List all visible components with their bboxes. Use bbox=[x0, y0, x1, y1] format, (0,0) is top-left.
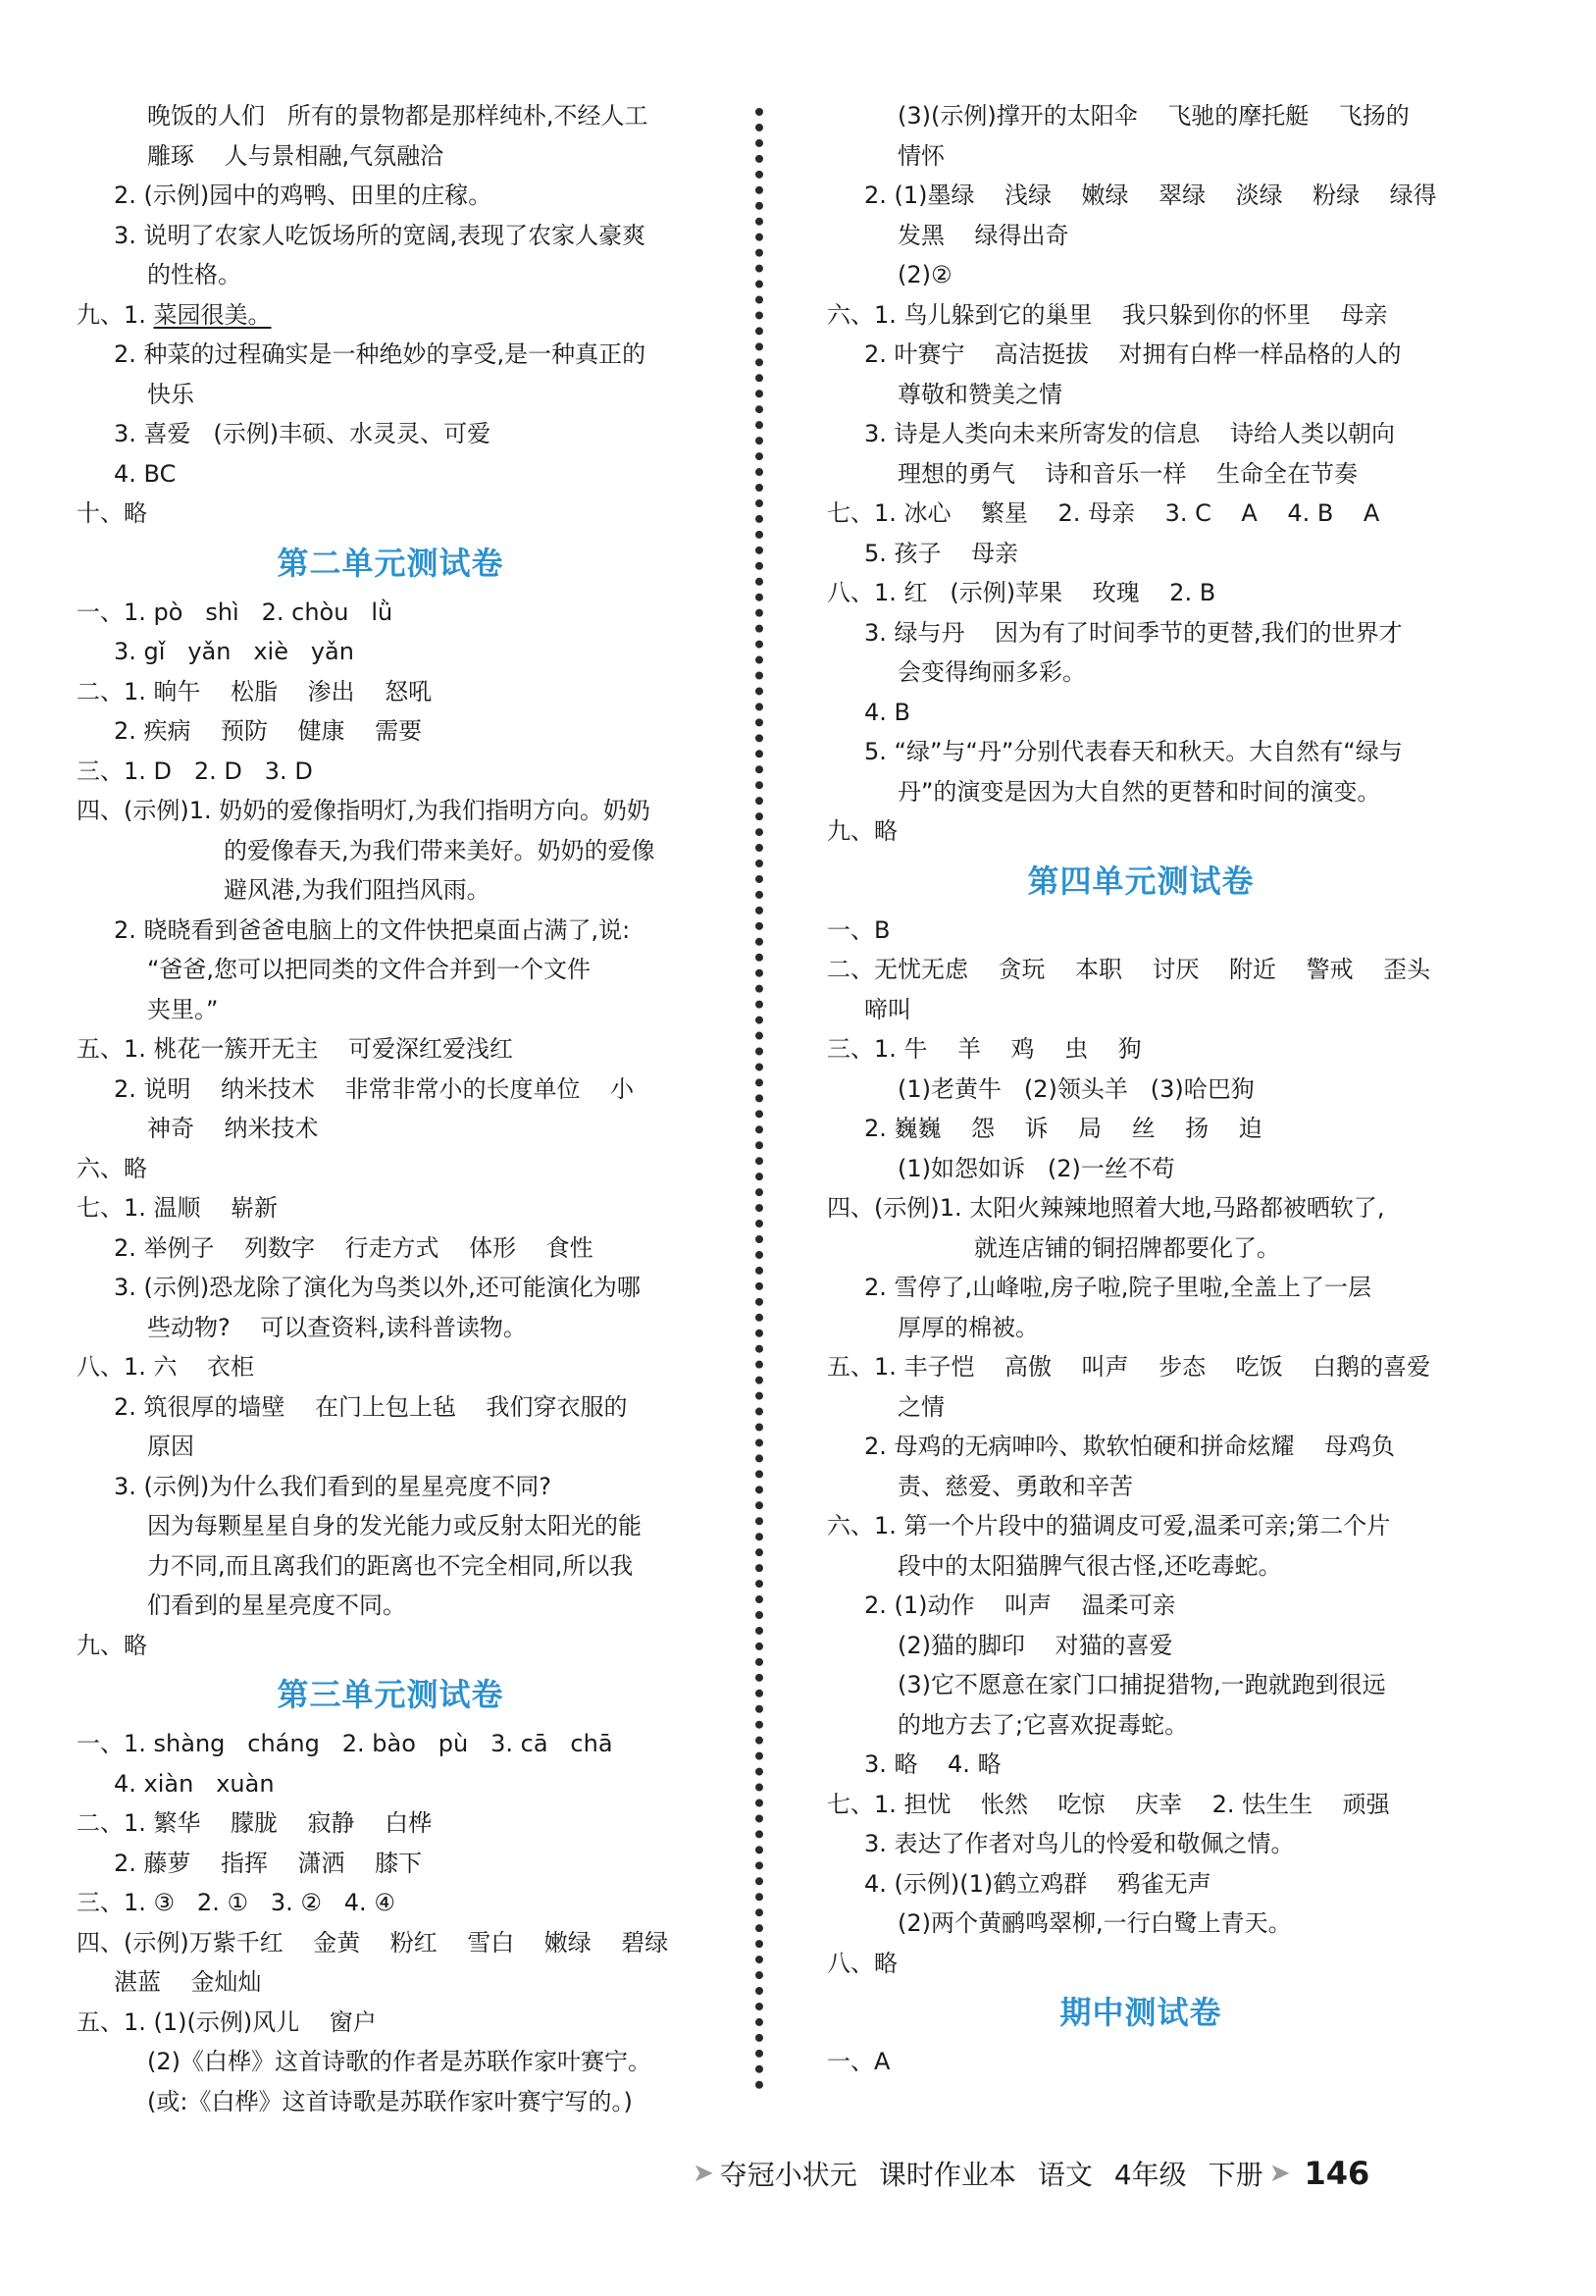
answer-line: (3)(示例)撑开的太阳伞 飞驰的摩托艇 飞扬的 bbox=[898, 102, 1410, 130]
answer-line: 二、1. 晌午 松脂 渗出 怒吼 bbox=[77, 677, 433, 705]
section-heading: 第四单元测试卷 bbox=[1027, 861, 1255, 900]
answer-line: 厚厚的棉被。 bbox=[898, 1313, 1039, 1341]
answer-line: 快乐 bbox=[147, 380, 194, 408]
answer-line: 二、1. 繁华 朦胧 寂静 白桦 bbox=[77, 1809, 433, 1837]
answer-line: (2)猫的脚印 对猫的喜爱 bbox=[898, 1631, 1173, 1659]
answer-line: 2. 举例子 列数字 行走方式 体形 食性 bbox=[114, 1233, 593, 1262]
answer-line: 2. 叶赛宁 高洁挺拔 对拥有白桦一样品格的人的 bbox=[864, 340, 1402, 368]
answer-line: 3. 诗是人类向未来所寄发的信息 诗给人类以朝向 bbox=[864, 420, 1396, 447]
answer-line: 八、1. 红 (示例)苹果 玫瑰 2. B bbox=[827, 579, 1216, 606]
answer-line: 十、略 bbox=[77, 499, 147, 527]
footer-brand: 夺冠小状元 bbox=[719, 2159, 857, 2191]
answer-line: 情怀 bbox=[898, 141, 945, 170]
footer-grade: 4年级 bbox=[1113, 2159, 1187, 2191]
answer-line: (1)老黄牛 (2)领头羊 (3)哈巴狗 bbox=[898, 1074, 1255, 1103]
answer-line: 夹里。” bbox=[147, 995, 219, 1023]
answer-line: 一、1. pò shì 2. chòu lǜ bbox=[77, 598, 393, 626]
answer-line: (2)《白桦》这首诗歌的作者是苏联作家叶赛宁。 bbox=[147, 2048, 651, 2075]
answer-line: 就连店铺的铜招牌都要化了。 bbox=[974, 1233, 1280, 1262]
answer-line: 八、1. 六 衣柜 bbox=[77, 1353, 255, 1381]
answer-line: 五、1. 桃花一簇开无主 可爱深红爱浅红 bbox=[77, 1035, 514, 1063]
answer-line: 2. 藤萝 指挥 潇洒 膝下 bbox=[114, 1849, 423, 1877]
answer-line: 3. 表达了作者对鸟儿的怜爱和敬佩之情。 bbox=[864, 1830, 1295, 1857]
answer-line-prefix: 九、1. bbox=[77, 300, 154, 329]
answer-line: 六、1. 第一个片段中的猫调皮可爱,温柔可亲;第二个片 bbox=[827, 1512, 1391, 1539]
answer-line: 二、无忧无虑 贪玩 本职 讨厌 附近 警戒 歪头 bbox=[827, 956, 1431, 983]
answer-line: 的爱像春天,为我们带来美好。奶奶的爱像 bbox=[224, 836, 655, 864]
answer-line: 3. 喜爱 (示例)丰硕、水灵灵、可爱 bbox=[114, 420, 491, 447]
chevron-right-icon: ➤ bbox=[1268, 2159, 1291, 2188]
answer-line: 发黑 绿得出奇 bbox=[898, 221, 1069, 249]
answer-line: 四、(示例)1. 太阳火辣辣地照着大地,马路都被晒软了, bbox=[827, 1194, 1385, 1222]
answer-line: “爸爸,您可以把同类的文件合并到一个文件 bbox=[147, 956, 592, 983]
answer-line: 2. 母鸡的无病呻吟、欺软怕硬和拼命炫耀 母鸡负 bbox=[864, 1433, 1396, 1460]
answer-line: (2)② bbox=[898, 261, 952, 288]
answer-line: 段中的太阳猫脾气很古怪,还吃毒蛇。 bbox=[898, 1551, 1282, 1580]
answer-line: 三、1. 牛 羊 鸡 虫 狗 bbox=[827, 1035, 1142, 1063]
answer-line: 六、1. 鸟儿躲到它的巢里 我只躲到你的怀里 母亲 bbox=[827, 300, 1388, 329]
answer-line: 九、略 bbox=[827, 817, 898, 845]
answer-line: 2. 说明 纳米技术 非常非常小的长度单位 小 bbox=[114, 1074, 635, 1103]
page-number: 146 bbox=[1304, 2155, 1370, 2192]
answer-line: 2. (1)墨绿 浅绿 嫩绿 翠绿 淡绿 粉绿 绿得 bbox=[864, 182, 1437, 209]
chevron-right-icon: ➤ bbox=[693, 2159, 714, 2188]
answer-line: 一、B bbox=[827, 915, 891, 944]
answer-line: (3)它不愿意在家门口捕捉猎物,一跑就跑到很远 bbox=[898, 1671, 1386, 1698]
page-footer bbox=[687, 2152, 1369, 2195]
answer-line: 雕琢 人与景相融,气氛融洽 bbox=[147, 141, 444, 170]
answer-line: 2. 种菜的过程确实是一种绝妙的享受,是一种真正的 bbox=[114, 340, 646, 368]
answer-line: 2. 雪停了,山峰啦,房子啦,院子里啦,全盖上了一层 bbox=[864, 1274, 1372, 1301]
answer-line: 一、1. shàng cháng 2. bào pù 3. cā chā bbox=[77, 1730, 613, 1757]
answer-line: 4. (示例)(1)鹤立鸡群 鸦雀无声 bbox=[864, 1869, 1211, 1898]
answer-line: 原因 bbox=[147, 1433, 194, 1460]
footer-volume: 下册 bbox=[1208, 2159, 1263, 2191]
answer-line: 责、慈爱、勇敢和辛苦 bbox=[898, 1472, 1133, 1500]
answer-line: 4. BC bbox=[114, 459, 177, 488]
answer-line: 啼叫 bbox=[864, 995, 911, 1023]
answer-line: 神奇 纳米技术 bbox=[147, 1115, 319, 1142]
answer-line: 4. xiàn xuàn bbox=[114, 1769, 275, 1798]
underlined-answer: 菜园很美。 bbox=[153, 300, 272, 329]
answer-line: (2)两个黄鹂鸣翠柳,一行白鹭上青天。 bbox=[898, 1909, 1292, 1937]
answer-line: 些动物? 可以查资料,读科普读物。 bbox=[147, 1313, 527, 1341]
answer-line: 八、略 bbox=[827, 1949, 898, 1977]
answer-line: 会变得绚丽多彩。 bbox=[898, 658, 1086, 686]
answer-line: 四、(示例)1. 奶奶的爱像指明灯,为我们指明方向。奶奶 bbox=[77, 797, 650, 824]
answer-line: (1)如怨如诉 (2)一丝不苟 bbox=[898, 1154, 1175, 1182]
answer-line: 3. 绿与丹 因为有了时间季节的更替,我们的世界才 bbox=[864, 618, 1403, 647]
answer-line: 2. (示例)园中的鸡鸭、田里的庄稼。 bbox=[114, 182, 492, 209]
section-heading: 第三单元测试卷 bbox=[277, 1676, 504, 1713]
answer-line: 2. 巍巍 怨 诉 局 丝 扬 迫 bbox=[864, 1115, 1262, 1142]
answer-line: 3. gǐ yǎn xiè yǎn bbox=[114, 638, 354, 665]
answer-line: 湛蓝 金灿灿 bbox=[114, 1968, 262, 1996]
answer-line: 尊敬和赞美之情 bbox=[898, 380, 1062, 408]
section-heading: 期中测试卷 bbox=[1059, 1994, 1222, 2031]
answer-line: 力不同,而且离我们的距离也不完全相同,所以我 bbox=[147, 1551, 634, 1580]
answer-line: 之情 bbox=[898, 1392, 945, 1421]
answer-line: 3. (示例)恐龙除了演化为鸟类以外,还可能演化为哪 bbox=[114, 1274, 641, 1301]
answer-line: 四、(示例)万紫千红 金黄 粉红 雪白 嫩绿 碧绿 bbox=[77, 1928, 669, 1957]
answer-line: 丹”的演变是因为大自然的更替和时间的演变。 bbox=[898, 777, 1381, 806]
answer-line: 九、略 bbox=[77, 1631, 147, 1659]
answer-line: 的性格。 bbox=[147, 261, 241, 288]
answer-line bbox=[77, 295, 704, 336]
answer-line: 3. (示例)为什么我们看到的星星亮度不同? bbox=[114, 1472, 551, 1500]
answer-line: 晚饭的人们 所有的景物都是那样纯朴,不经人工 bbox=[147, 102, 648, 130]
answer-line: 5. “绿”与“丹”分别代表春天和秋天。大自然有“绿与 bbox=[864, 738, 1403, 765]
section-heading: 第二单元测试卷 bbox=[277, 544, 504, 582]
answer-line: 五、1. (1)(示例)风儿 窗户 bbox=[77, 2008, 377, 2036]
answer-line: 2. 筑很厚的墙壁 在门上包上毡 我们穿衣服的 bbox=[114, 1392, 628, 1421]
answer-line: 们看到的星星亮度不同。 bbox=[147, 1592, 406, 1619]
footer-subject: 语文 bbox=[1037, 2159, 1093, 2191]
answer-line: 2. 疾病 预防 健康 需要 bbox=[114, 717, 423, 745]
answer-line: 的地方去了;它喜欢捉毒蛇。 bbox=[898, 1710, 1189, 1739]
answer-column-right bbox=[827, 96, 1455, 2082]
answer-line: 六、略 bbox=[77, 1154, 147, 1182]
answer-line: 七、1. 温顺 崭新 bbox=[77, 1194, 279, 1222]
answer-line: 5. 孩子 母亲 bbox=[864, 539, 1019, 567]
answer-line: 七、1. 担忧 怅然 吃惊 庆幸 2. 怯生生 顽强 bbox=[827, 1790, 1390, 1818]
answer-line: 3. 说明了农家人吃饭场所的宽阔,表现了农家人豪爽 bbox=[114, 221, 646, 249]
answer-line: 避风港,为我们阻挡风雨。 bbox=[224, 876, 490, 904]
answer-line: 因为每颗星星自身的发光能力或反射太阳光的能 bbox=[147, 1512, 642, 1539]
answer-line: 五、1. 丰子恺 高傲 叫声 步态 吃饭 白鹅的喜爱 bbox=[827, 1353, 1431, 1381]
answer-column-left bbox=[77, 96, 704, 2121]
column-divider bbox=[755, 108, 763, 2090]
answer-line: 一、A bbox=[827, 2048, 891, 2075]
answer-line: (或:《白桦》这首诗歌是苏联作家叶赛宁写的。) bbox=[147, 2087, 633, 2115]
answer-line: 3. 略 4. 略 bbox=[864, 1750, 1002, 1778]
answer-line: 4. B bbox=[864, 698, 910, 726]
answer-line: 三、1. ③ 2. ① 3. ② 4. ④ bbox=[77, 1889, 395, 1916]
answer-line: 三、1. D 2. D 3. D bbox=[77, 757, 313, 785]
answer-line: 2. 晓晓看到爸爸电脑上的文件快把桌面占满了,说: bbox=[114, 915, 631, 944]
answer-line: 理想的勇气 诗和音乐一样 生命全在节奏 bbox=[898, 459, 1359, 488]
answer-line: 2. (1)动作 叫声 温柔可亲 bbox=[864, 1592, 1176, 1619]
footer-series: 课时作业本 bbox=[878, 2159, 1016, 2191]
answer-line: 七、1. 冰心 繁星 2. 母亲 3. C A 4. B A bbox=[827, 499, 1380, 527]
